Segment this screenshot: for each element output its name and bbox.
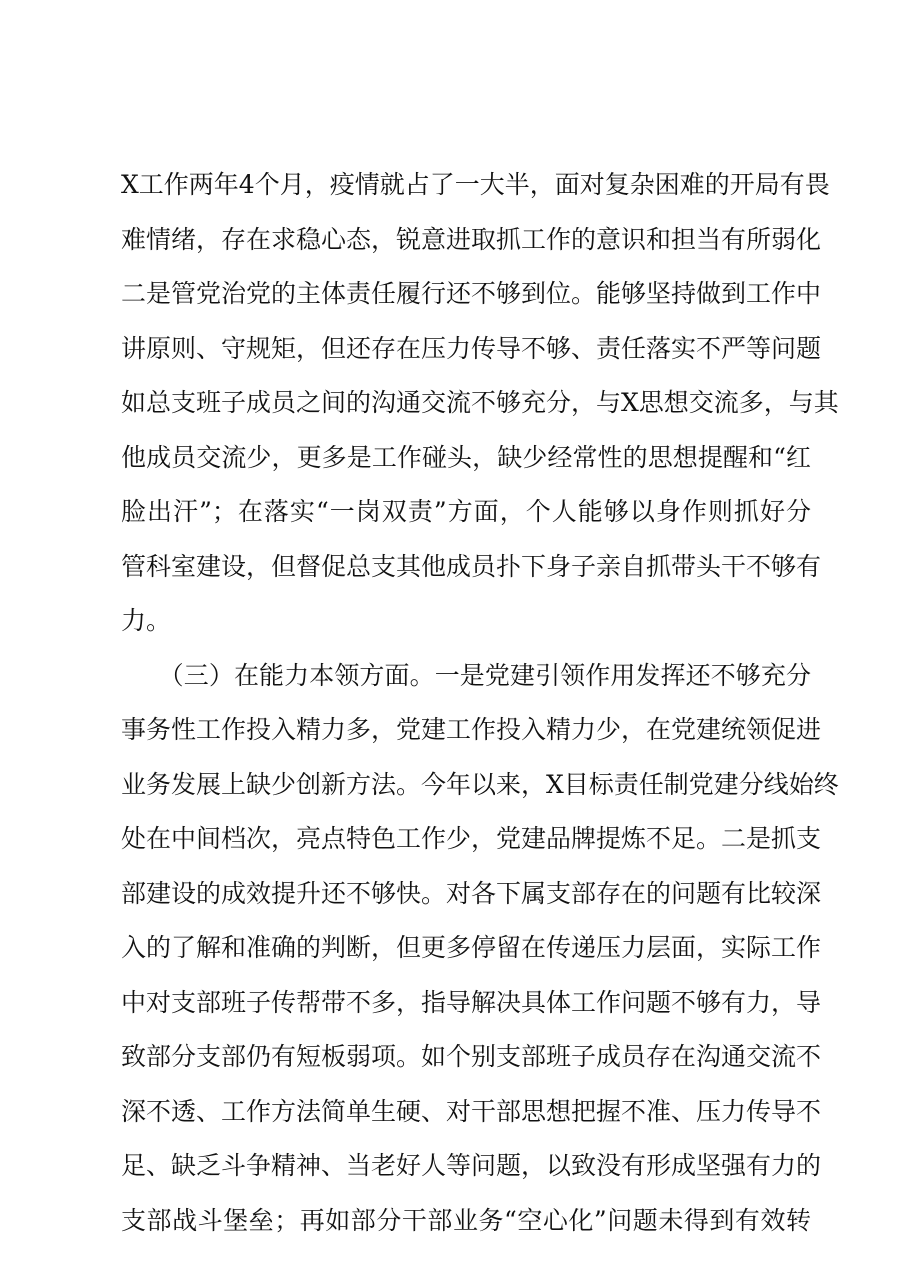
text-line: 他成员交流少，更多是工作碰头，缺少经常性的思想提醒和“红 <box>121 442 811 472</box>
text-line: 足、缺乏斗争精神、当老好人等问题，以致没有形成坚强有力的 <box>121 1151 822 1180</box>
text-line: （三）在能力本领方面。一是党建引领作用发挥还不够充分 <box>121 660 811 690</box>
text-line: X工作两年4个月，疫情就占了一大半，面对复杂困难的开局有畏 <box>121 170 830 199</box>
text-line: 处在中间档次，亮点特色工作少，党建品牌提炼不足。二是抓支 <box>121 824 822 853</box>
text-line: 事务性工作投入精力多，党建工作投入精力少，在党建统领促进 <box>121 715 822 744</box>
text-line: 力。 <box>121 606 172 635</box>
document-body <box>121 158 839 1248</box>
text-line: 难情绪，存在求稳心态，锐意进取抓工作的意识和担当有所弱化 <box>121 224 822 254</box>
text-line: 二是管党治党的主体责任履行还不够到位。能够坚持做到工作中 <box>121 279 822 308</box>
text-line: 脸出汗”；在落实“一岗双责”方面，个人能够以身作则抓好分 <box>121 497 811 526</box>
text-line: 管科室建设，但督促总支其他成员扑下身子亲自抓带头干不够有 <box>121 551 822 581</box>
text-line: 致部分支部仍有短板弱项。如个别支部班子成员存在沟通交流不 <box>121 1042 822 1071</box>
text-line: 中对支部班子传帮带不多，指导解决具体工作问题不够有力，导 <box>121 987 822 1017</box>
text-line: 如总支班子成员之间的沟通交流不够充分，与X思想交流多，与其 <box>121 388 839 417</box>
paragraph-2 <box>121 649 839 1249</box>
text-line: 业务发展上缺少创新方法。今年以来，X目标责任制党建分线始终 <box>121 769 839 799</box>
paragraph-1 <box>121 158 839 649</box>
text-line: 入的了解和准确的判断，但更多停留在传递压力层面，实际工作 <box>121 933 822 962</box>
text-line: 讲原则、守规矩，但还存在压力传导不够、责任落实不严等问题 <box>121 333 822 363</box>
text-line: 深不透、工作方法简单生硬、对干部思想把握不准、压力传导不 <box>121 1096 822 1126</box>
text-line: 部建设的成效提升还不够快。对各下属支部存在的问题有比较深 <box>121 878 822 908</box>
text-line: 支部战斗堡垒；再如部分干部业务“空心化”问题未得到有效转 <box>121 1205 811 1235</box>
